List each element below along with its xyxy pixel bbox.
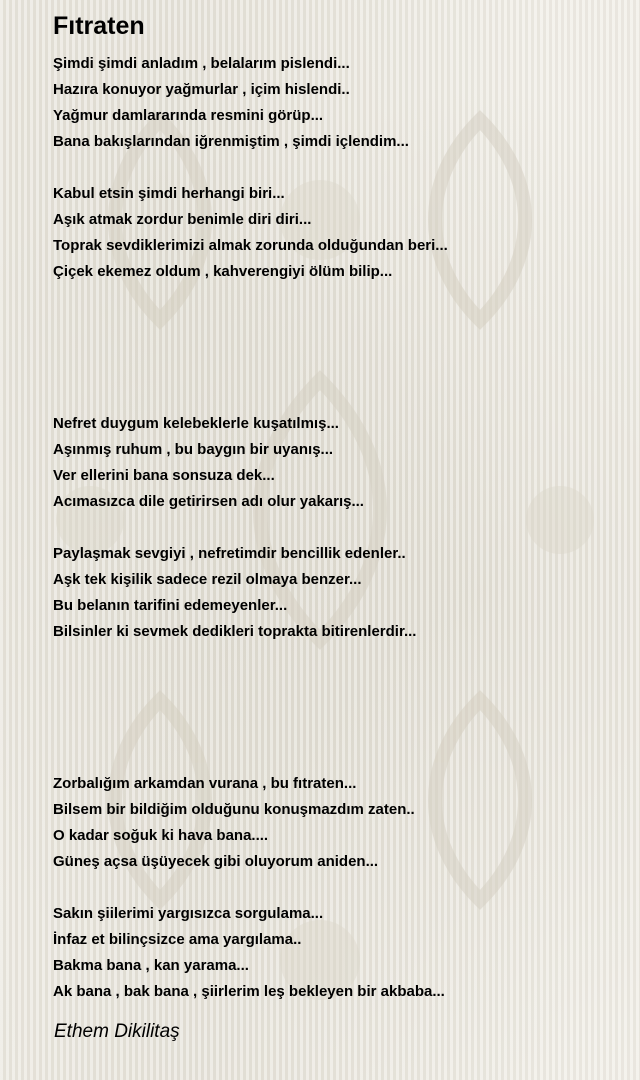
poem-line: Şimdi şimdi anladım , belalarım pislendi... [53,55,350,72]
poem-line: Bilsem bir bildiğim olduğunu konuşmazdım zaten.. [53,801,415,818]
poem-line: Toprak sevdiklerimizi almak zorunda olduğundan beri... [53,237,448,254]
poem-line: Ver ellerini bana sonsuza dek... [53,467,275,484]
poem-line: Zorbalığım arkamdan vurana , bu fıtraten... [53,775,357,792]
poem-line: Çiçek ekemez oldum , kahverengiyi ölüm bilip... [53,263,393,280]
poem-line: Sakın şiilerimi yargısızca sorgulama... [53,905,324,922]
poem-line: Bakma bana , kan yarama... [53,957,249,974]
stanza-6 [53,901,613,1005]
stanza-1 [53,51,613,155]
stanza-3 [53,411,613,515]
poem-line: Bu belanın tarifini edemeyenler... [53,597,288,614]
poem-line: Aşınmış ruhum , bu baygın bir uyanış... [53,441,334,458]
poem-line: Bana bakışlarından iğrenmiştim , şimdi içlendim... [53,133,409,150]
poem-line: Nefret duygum kelebeklerle kuşatılmış... [53,415,339,432]
stanza-2 [53,181,613,285]
poem-line: İnfaz et bilinçsizce ama yargılama.. [53,931,302,948]
poem-line: Aşık atmak zordur benimle diri diri... [53,211,312,228]
poem-title: Fıtraten [53,12,145,40]
poem-line: Bilsinler ki sevmek dedikleri toprakta bitirenlerdir... [53,623,417,640]
poem-line: Paylaşmak sevgiyi , nefretimdir bencillik edenler.. [53,545,406,562]
poem-author: Ethem Dikilitaş [54,1021,180,1042]
poem-line: Ak bana , bak bana , şiirlerim leş bekleyen bir akbaba... [53,983,445,1000]
poem-line: Güneş açsa üşüyecek gibi oluyorum aniden... [53,853,379,870]
poem-line: O kadar soğuk ki hava bana.... [53,827,269,844]
poem-line: Yağmur damlararında resmini görüp... [53,107,324,124]
stanza-5 [53,771,613,875]
poem-line: Acımasızca dile getirirsen adı olur yakarış... [53,493,364,510]
poem-line: Kabul etsin şimdi herhangi biri... [53,185,285,202]
stanza-4 [53,541,613,645]
poem-line: Hazıra konuyor yağmurlar , içim hislendi.. [53,81,350,98]
poem-line: Aşk tek kişilik sadece rezil olmaya benzer... [53,571,362,588]
